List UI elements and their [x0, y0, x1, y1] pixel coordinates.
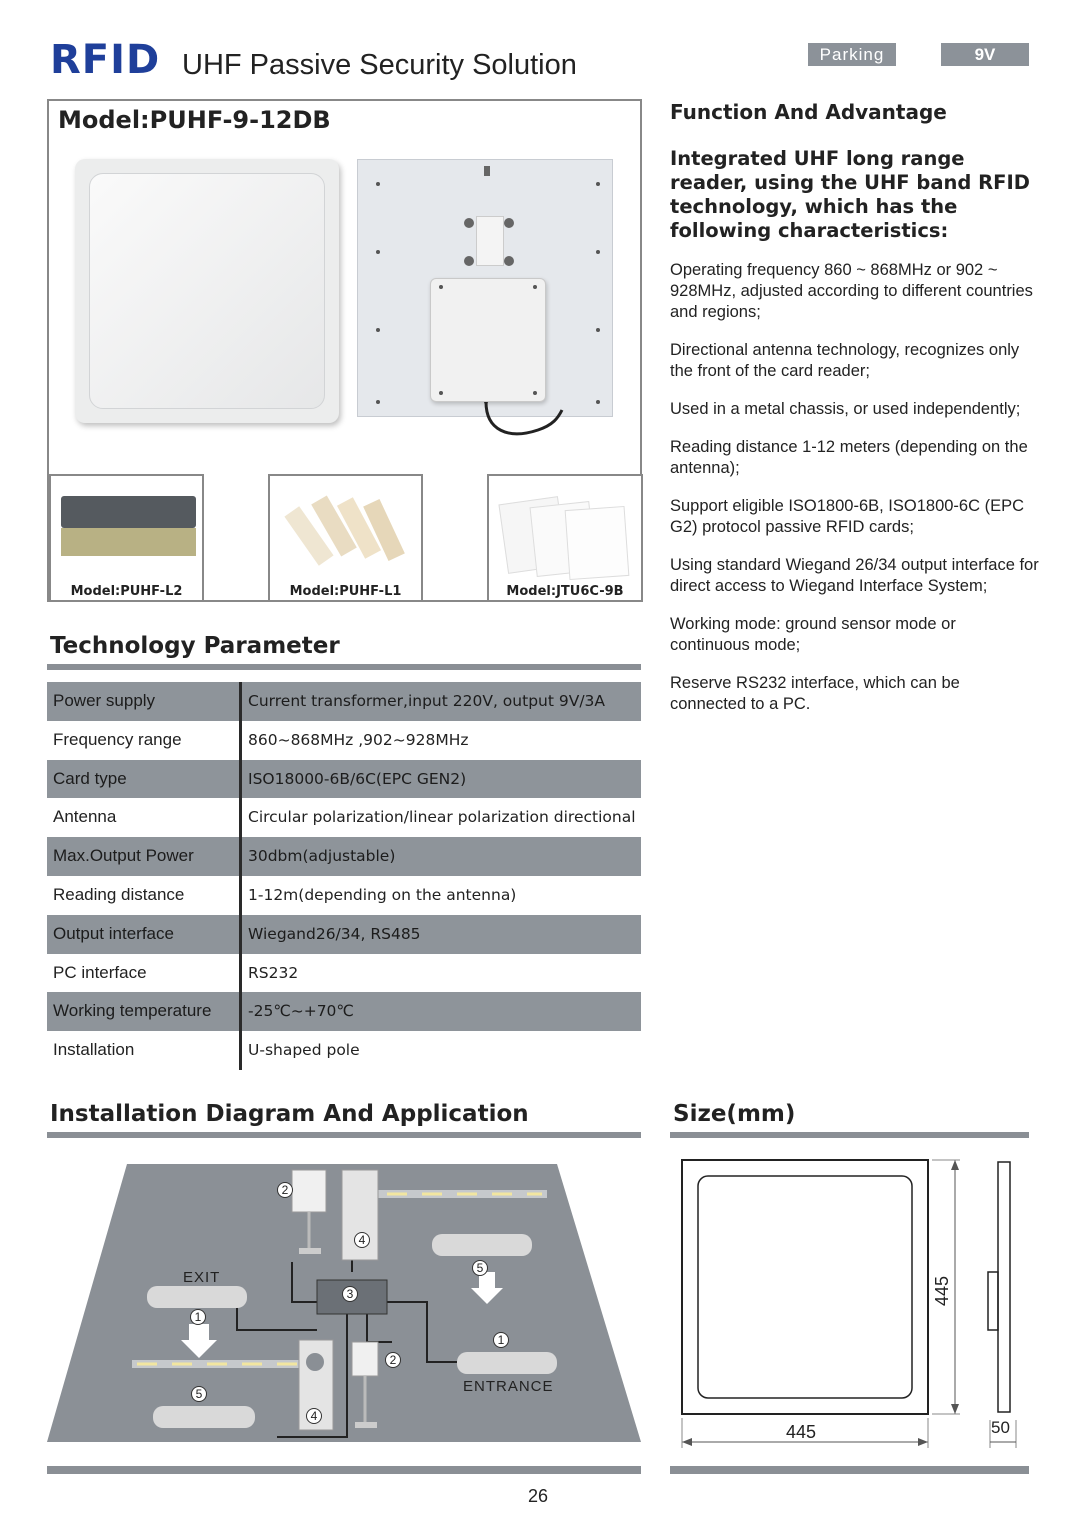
size-rule: [670, 1132, 1029, 1138]
param-key: Antenna: [47, 798, 242, 837]
param-value: 30dbm(adjustable): [248, 847, 396, 866]
size-diagram: [670, 1150, 1030, 1450]
param-value: Current transformer,input 220V, output 9V/3A: [248, 692, 606, 710]
install-bottom-rule: [47, 1466, 641, 1474]
feature-item: Working mode: ground sensor mode or continuous mode;: [670, 615, 956, 654]
marker-vehicle-top: 5: [472, 1260, 488, 1276]
param-key: Frequency range: [47, 721, 242, 760]
function-title: Function And Advantage: [670, 100, 947, 124]
table-row: [47, 915, 641, 954]
tech-title: Technology Parameter: [50, 633, 340, 659]
vehicle-pill: [432, 1234, 532, 1256]
size-drawing: [670, 1150, 1030, 1450]
param-value: U-shaped pole: [248, 1041, 360, 1060]
accessory-thumb-l2: [49, 474, 204, 602]
accessory-label: Model:PUHF-L2: [70, 584, 183, 599]
size-depth-label: 50: [991, 1418, 1010, 1437]
model-title: Model:PUHF-9-12DB: [58, 106, 331, 134]
table-row: [47, 954, 641, 993]
marker-reader-exit: 1: [190, 1309, 206, 1325]
feature-item: Reserve RS232 interface, which can be connected to a PC.: [670, 674, 960, 713]
cable-icon: [478, 400, 568, 450]
param-key: PC interface: [47, 954, 242, 993]
param-value: -25℃~+70℃: [248, 1002, 354, 1021]
param-key: Max.Output Power: [47, 837, 242, 876]
page-subtitle: UHF Passive Security Solution: [182, 49, 577, 81]
accessory-thumb-jtu6c: [487, 474, 643, 602]
param-value: 860~868MHz ,902~928MHz: [248, 730, 469, 749]
entrance-label: ENTRANCE: [463, 1378, 554, 1395]
accessory-label: Model:JTU6C-9B: [506, 584, 624, 599]
parameter-table: [47, 682, 641, 1070]
feature-item: Using standard Wiegand 26/34 output interface for direct access to Wiegand Interface System;: [670, 556, 1039, 595]
param-key: Power supply: [47, 682, 242, 721]
table-row: [47, 798, 641, 837]
param-key: Reading distance: [47, 876, 242, 915]
size-title: Size(mm): [673, 1101, 796, 1127]
install-rule: [47, 1132, 641, 1138]
marker-vehicle-bottom: 5: [191, 1386, 207, 1402]
function-intro: Integrated UHF long range reader, using the UHF band RFID technology, which has the following characteristics:: [670, 147, 1030, 242]
reader-back-photo: [357, 159, 613, 417]
feature-item: Operating frequency 860 ~ 868MHz or 902 ~ 928MHz, adjusted according to different countries and regions;: [670, 261, 1033, 321]
marker-antenna-top: 2: [277, 1182, 293, 1198]
feature-item: Used in a metal chassis, or used independently;: [670, 400, 1021, 418]
vehicle-pill: [147, 1286, 247, 1308]
feature-item: Reading distance 1-12 meters (depending on the antenna);: [670, 438, 1028, 477]
param-value: Wiegand26/34, RS485: [248, 924, 421, 943]
feature-item: Directional antenna technology, recognizes only the front of the card reader;: [670, 341, 1020, 380]
size-width-label: 445: [786, 1422, 817, 1442]
size-bottom-rule: [670, 1466, 1029, 1474]
param-key: Card type: [47, 760, 242, 799]
param-key: Output interface: [47, 915, 242, 954]
vehicle-pill: [457, 1352, 557, 1374]
param-value: Circular polarization/linear polarization directional: [248, 808, 636, 827]
installation-diagram: [47, 1162, 641, 1444]
installation-scene: [47, 1162, 641, 1444]
param-value: RS232: [248, 963, 299, 982]
page-number: 26: [527, 1486, 549, 1506]
marker-controller: 3: [342, 1286, 358, 1302]
table-row: [47, 721, 641, 760]
table-row: [47, 1031, 641, 1070]
feature-item: Support eligible ISO1800-6B, ISO1800-6C (EPC G2) protocol passive RFID cards;: [670, 497, 1025, 536]
marker-antenna-bottom: 2: [385, 1352, 401, 1368]
accessory-thumb-l1: [268, 474, 423, 602]
function-column: [670, 100, 1040, 715]
category-tag-parking: Parking: [808, 43, 896, 66]
param-value: 1-12m(depending on the antenna): [248, 885, 517, 904]
table-row: [47, 760, 641, 799]
tech-rule: [47, 664, 641, 670]
install-title: Installation Diagram And Application: [50, 1101, 529, 1127]
table-row: [47, 876, 641, 915]
size-height-label: 445: [932, 1275, 952, 1306]
param-key: Working temperature: [47, 992, 242, 1031]
marker-reader-entrance: 1: [493, 1332, 509, 1348]
category-tag-voltage: 9V: [941, 43, 1029, 66]
marker-barrier-top: 4: [354, 1232, 370, 1248]
brand-logo-text: RFID: [50, 37, 161, 83]
product-frame: [47, 99, 642, 602]
vehicle-pill: [153, 1406, 255, 1428]
reader-front-photo: [75, 159, 339, 423]
accessory-label: Model:PUHF-L1: [289, 584, 402, 599]
marker-barrier-bottom: 4: [306, 1408, 322, 1424]
exit-label: EXIT: [183, 1269, 221, 1286]
param-key: Installation: [47, 1031, 242, 1070]
table-row: [47, 682, 641, 721]
table-row: [47, 992, 641, 1031]
table-row: [47, 837, 641, 876]
param-value: ISO18000-6B/6C(EPC GEN2): [248, 769, 467, 788]
